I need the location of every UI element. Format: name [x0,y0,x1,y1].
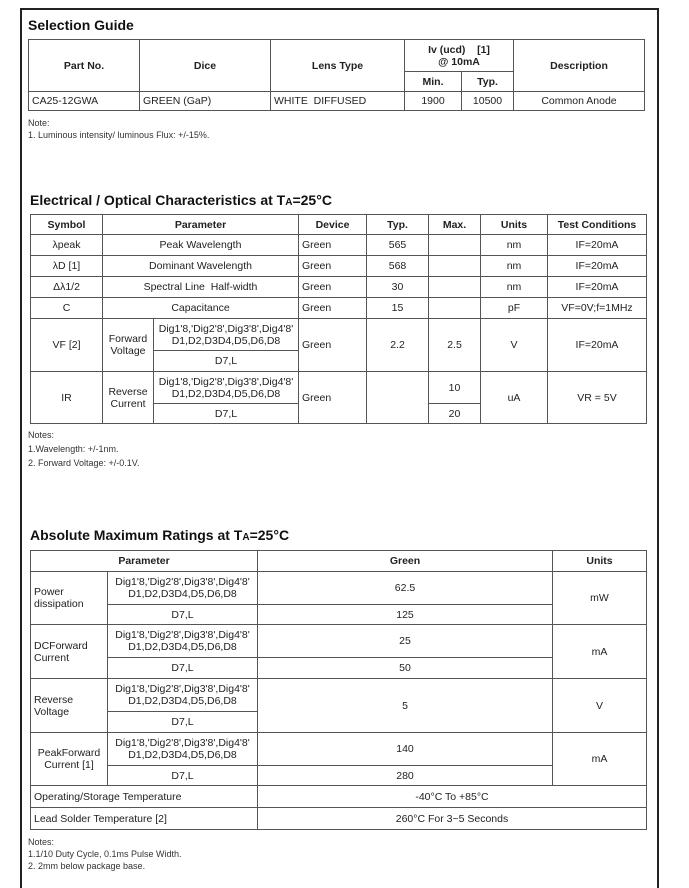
note-2: 2. 2mm below package base. [28,861,146,871]
electrical-table [30,214,647,424]
cell-units: pF [481,298,548,319]
cell-dig-segments: Dig1'8,'Dig2'8',Dig3'8',Dig4'8' D1,D2,D3D4,D5,D6,D8 [154,372,299,404]
table-row [31,786,647,808]
cell-d7: D7,L [108,605,258,625]
cell-typ: 2.2 [367,319,429,372]
cell-typ: 15 [367,298,429,319]
cell-units: uA [481,372,548,424]
cell-parameter: PeakForward Current [1] [31,733,108,786]
note-heading: Notes: [28,837,55,847]
header-green: Green [258,551,553,572]
note-heading: Notes: [28,430,55,440]
cell-typ: 568 [367,256,429,277]
cell-units: mA [553,625,647,679]
cell-value: 62.5 [258,572,553,605]
cell-conditions: IF=20mA [548,256,647,277]
cell-units: nm [481,235,548,256]
cell-conditions: VF=0V;f=1MHz [548,298,647,319]
cell-lens-type: WHITE DIFFUSED [271,92,405,111]
note-1: 1.Wavelength: +/-1nm. [28,444,119,454]
cell-parameter: Power dissipation [31,572,108,625]
cell-symbol: λpeak [31,235,103,256]
cell-d7: D7,L [108,712,258,733]
cell-dice: GREEN (GaP) [140,92,271,111]
cell-parameter: Lead Solder Temperature [2] [31,808,258,830]
cell-value: 140 [258,733,553,766]
cell-symbol-ir: IR [31,372,103,424]
cell-parameter: Peak Wavelength [103,235,299,256]
cell-d7: D7,L [108,766,258,786]
header-min: Min. [405,72,462,92]
cell-conditions: IF=20mA [548,277,647,298]
cell-max: 20 [429,404,481,424]
cell-dig-segments: Dig1'8,'Dig2'8',Dig3'8',Dig4'8' D1,D2,D3D4,D5,D6,D8 [108,733,258,766]
cell-min: 1900 [405,92,462,111]
cell-max [429,277,481,298]
cell-parameter: DCForward Current [31,625,108,679]
table-row [31,679,647,712]
absolute-notes [28,836,182,872]
table-row [31,372,647,404]
header-symbol: Symbol [31,215,103,235]
cell-conditions: IF=20mA [548,235,647,256]
cell-typ: 565 [367,235,429,256]
cell-conditions: IF=20mA [548,319,647,372]
header-part-no: Part No. [29,40,140,92]
cell-units: V [553,679,647,733]
cell-max [429,298,481,319]
cell-symbol: C [31,298,103,319]
cell-parameter-ir: Reverse Current [103,372,154,424]
cell-units: nm [481,277,548,298]
cell-device: Green [299,319,367,372]
cell-symbol: Δλ1/2 [31,277,103,298]
cell-dig-segments: Dig1'8,'Dig2'8',Dig3'8',Dig4'8' D1,D2,D3D4,D5,D6,D8 [108,625,258,658]
cell-dig-segments: Dig1'8,'Dig2'8',Dig3'8',Dig4'8' D1,D2,D3D4,D5,D6,D8 [154,319,299,351]
cell-d7: D7,L [154,404,299,424]
electrical-notes [28,429,140,469]
table-row [31,298,647,319]
cell-description: Common Anode [514,92,645,111]
header-units: Units [481,215,548,235]
cell-conditions: VR = 5V [548,372,647,424]
cell-typ: 30 [367,277,429,298]
header-typ: Typ. [462,72,514,92]
absolute-title: Absolute Maximum Ratings at TA=25°C [30,527,290,543]
header-units: Units [553,551,647,572]
header-lens-type: Lens Type [271,40,405,92]
cell-symbol: λD [1] [31,256,103,277]
table-row [31,808,647,830]
table-row [31,733,647,766]
cell-max [429,256,481,277]
cell-device: Green [299,256,367,277]
note-1: 1.1/10 Duty Cycle, 0.1ms Pulse Width. [28,849,182,859]
header-parameter: Parameter [31,551,258,572]
header-max: Max. [429,215,481,235]
cell-device: Green [299,298,367,319]
cell-parameter: Reverse Voltage [31,679,108,733]
electrical-title: Electrical / Optical Characteristics at TA=25°C [30,192,332,208]
cell-units: mW [553,572,647,625]
selection-table [28,39,645,111]
note-heading: Note: [28,118,50,128]
cell-typ: 10500 [462,92,514,111]
table-row [31,256,647,277]
cell-value: 125 [258,605,553,625]
cell-dig-segments: Dig1'8,'Dig2'8',Dig3'8',Dig4'8' D1,D2,D3D4,D5,D6,D8 [108,679,258,712]
header-description: Description [514,40,645,92]
header-parameter: Parameter [103,215,299,235]
cell-dig-segments: Dig1'8,'Dig2'8',Dig3'8',Dig4'8' D1,D2,D3D4,D5,D6,D8 [108,572,258,605]
table-row [31,625,647,658]
cell-parameter: Spectral Line Half-width [103,277,299,298]
header-device: Device [299,215,367,235]
cell-value: 5 [258,679,553,733]
cell-d7: D7,L [108,658,258,679]
cell-parameter: Operating/Storage Temperature [31,786,258,808]
table-row [31,235,647,256]
note-1: 1. Luminous intensity/ luminous Flux: +/-15%. [28,130,210,140]
table-row [31,277,647,298]
cell-value: 280 [258,766,553,786]
header-iv: Iv (ucd) [1] @ 10mA [405,40,514,72]
cell-units: mA [553,733,647,786]
cell-value: 50 [258,658,553,679]
cell-max: 2.5 [429,319,481,372]
cell-value: 260°C For 3~5 Seconds [258,808,647,830]
header-test-conditions: Test Conditions [548,215,647,235]
cell-d7: D7,L [154,351,299,372]
cell-parameter: Dominant Wavelength [103,256,299,277]
cell-device: Green [299,277,367,298]
cell-part-no: CA25-12GWA [29,92,140,111]
cell-value: -40°C To +85°C [258,786,647,808]
table-row [31,319,647,351]
cell-value: 25 [258,625,553,658]
cell-typ [367,372,429,424]
cell-units: V [481,319,548,372]
cell-units: nm [481,256,548,277]
cell-max: 10 [429,372,481,404]
table-row [31,572,647,605]
cell-max [429,235,481,256]
cell-device: Green [299,372,367,424]
cell-symbol-vf: VF [2] [31,319,103,372]
cell-device: Green [299,235,367,256]
header-typ: Typ. [367,215,429,235]
note-2: 2. Forward Voltage: +/-0.1V. [28,458,140,468]
header-dice: Dice [140,40,271,92]
cell-parameter: Capacitance [103,298,299,319]
cell-parameter-vf: Forward Voltage [103,319,154,372]
selection-notes [28,117,209,141]
selection-guide-title: Selection Guide [28,17,134,33]
absolute-table [30,550,647,830]
